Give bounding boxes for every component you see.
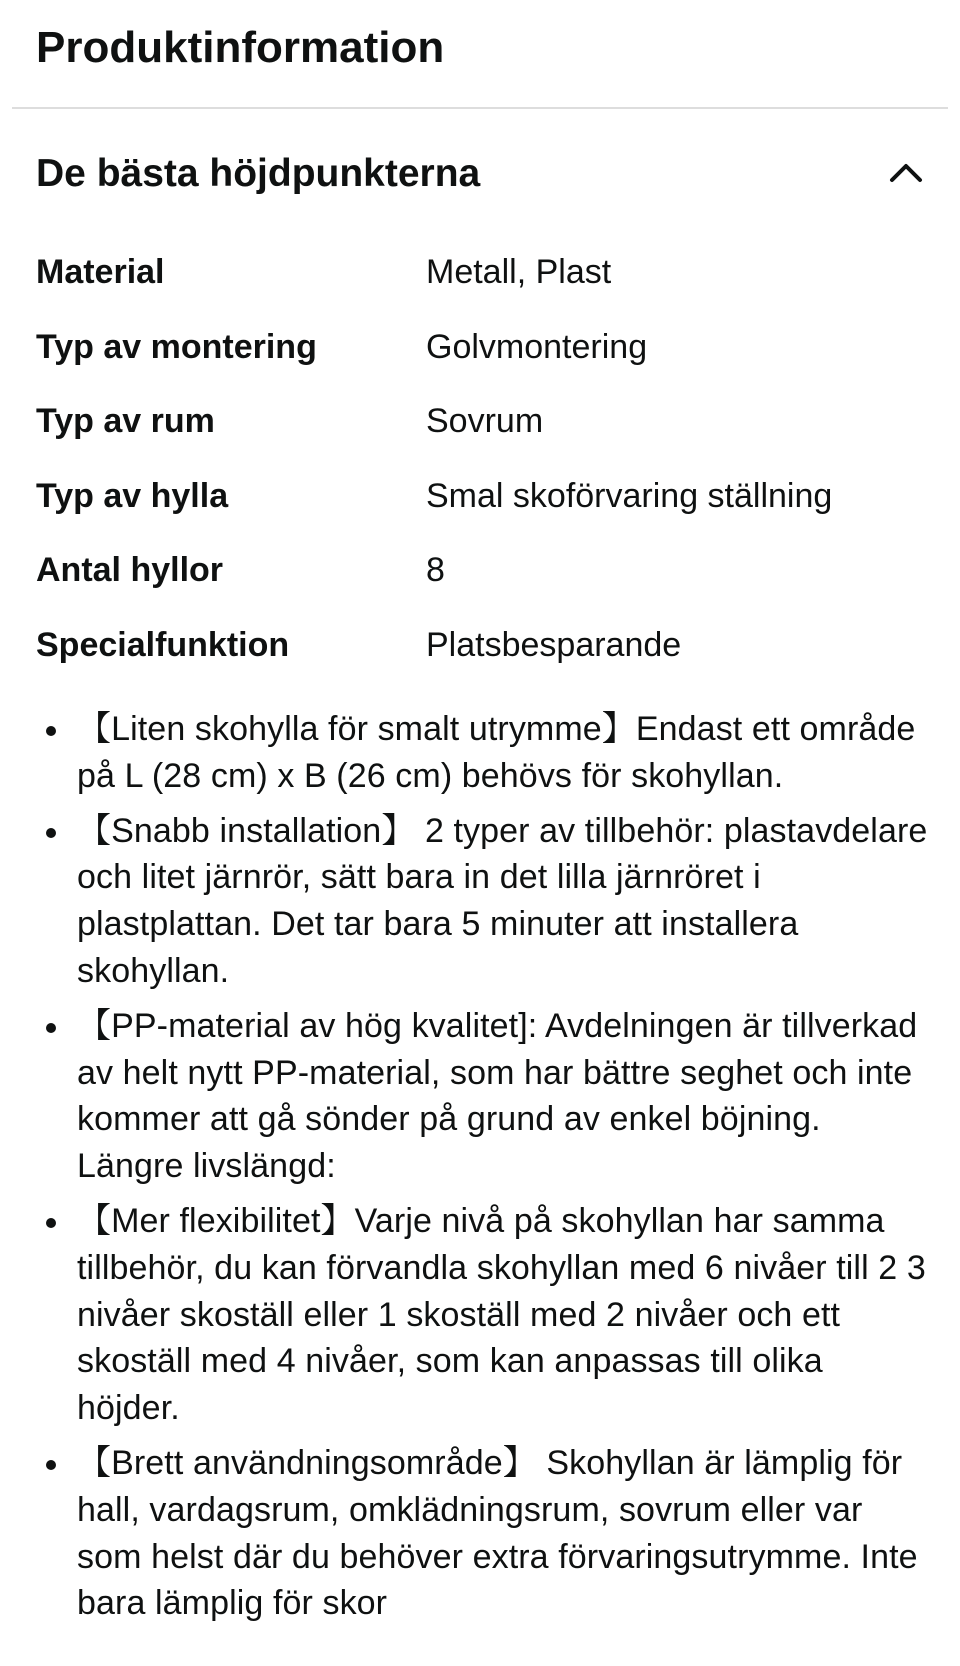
feature-bullet-list xyxy=(0,706,960,1635)
bullet-dot-icon xyxy=(46,1218,56,1228)
bullet-text: 【Brett användningsområde】 Skohyllan är lämplig för hall, vardagsrum, omklädningsrum, sovrum eller var som helst där du behöver extra förvaringsutrymme. Inte bara lämplig för skor xyxy=(77,1443,918,1623)
bullet-dot-icon xyxy=(46,726,56,736)
header-divider xyxy=(12,107,948,109)
spec-label: Material xyxy=(36,253,165,291)
spec-row-material xyxy=(36,244,936,319)
spec-value: 8 xyxy=(426,551,445,590)
section-title: De bästa höjdpunkterna xyxy=(36,152,481,195)
spec-row-mounting-type xyxy=(36,319,936,394)
specs-table xyxy=(36,244,936,692)
bullet-dot-icon xyxy=(46,1023,56,1033)
bullet-text: 【PP-material av hög kvalitet]: Avdelningen är tillverkad av helt nytt PP-material, som har bättre seghet och inte kommer att gå sönder på grund av enkel böjning. Längre livslängd: xyxy=(77,1006,918,1186)
bullet-text: 【Liten skohylla för smalt utrymme】Endast ett område på L (28 cm) x B (26 cm) behövs för skohyllan. xyxy=(77,710,916,795)
bullet-dot-icon xyxy=(46,828,56,838)
list-item xyxy=(0,1003,960,1190)
spec-row-room-type xyxy=(36,393,936,468)
bullet-text: 【Mer flexibilitet】Varje nivå på skohyllan har samma tillbehör, du kan förvandla skohyllan med 6 nivåer till 2 3 nivåer skoställ eller 1 skoställ med 2 nivåer och ett skoställ med 4 nivåer, som kan anpassas till olika höjder. xyxy=(77,1201,926,1428)
spec-label: Typ av rum xyxy=(36,402,215,441)
spec-value: Sovrum xyxy=(426,402,544,441)
spec-label: Antal hyllor xyxy=(36,551,224,590)
spec-row-shelf-count xyxy=(36,542,936,617)
chevron-up-icon[interactable] xyxy=(886,156,926,188)
spec-row-special-feature xyxy=(36,617,936,692)
list-item xyxy=(0,706,960,800)
bullet-text: 【Snabb installation】 2 typer av tillbehör: plastavdelare och litet järnrör, sätt bara in det lilla järnröret i plastplattan. Det tar bara 5 minuter att installera skohyllan. xyxy=(77,811,928,990)
spec-value: Golvmontering xyxy=(426,327,648,366)
spec-row-shelf-type xyxy=(36,468,936,543)
list-item xyxy=(0,1440,960,1627)
spec-label: Typ av hylla xyxy=(36,476,229,515)
spec-value: Platsbesparande xyxy=(426,625,682,664)
highlights-section-toggle[interactable] xyxy=(0,140,960,212)
spec-label: Typ av montering xyxy=(36,327,317,366)
list-item xyxy=(0,808,960,995)
spec-value: Metall, Plast xyxy=(426,253,612,291)
list-item xyxy=(0,1198,960,1432)
spec-label: Specialfunktion xyxy=(36,625,290,664)
page-title: Produktinformation xyxy=(36,23,445,72)
bullet-dot-icon xyxy=(46,1460,56,1470)
spec-value: Smal skoförvaring ställning xyxy=(426,476,833,515)
